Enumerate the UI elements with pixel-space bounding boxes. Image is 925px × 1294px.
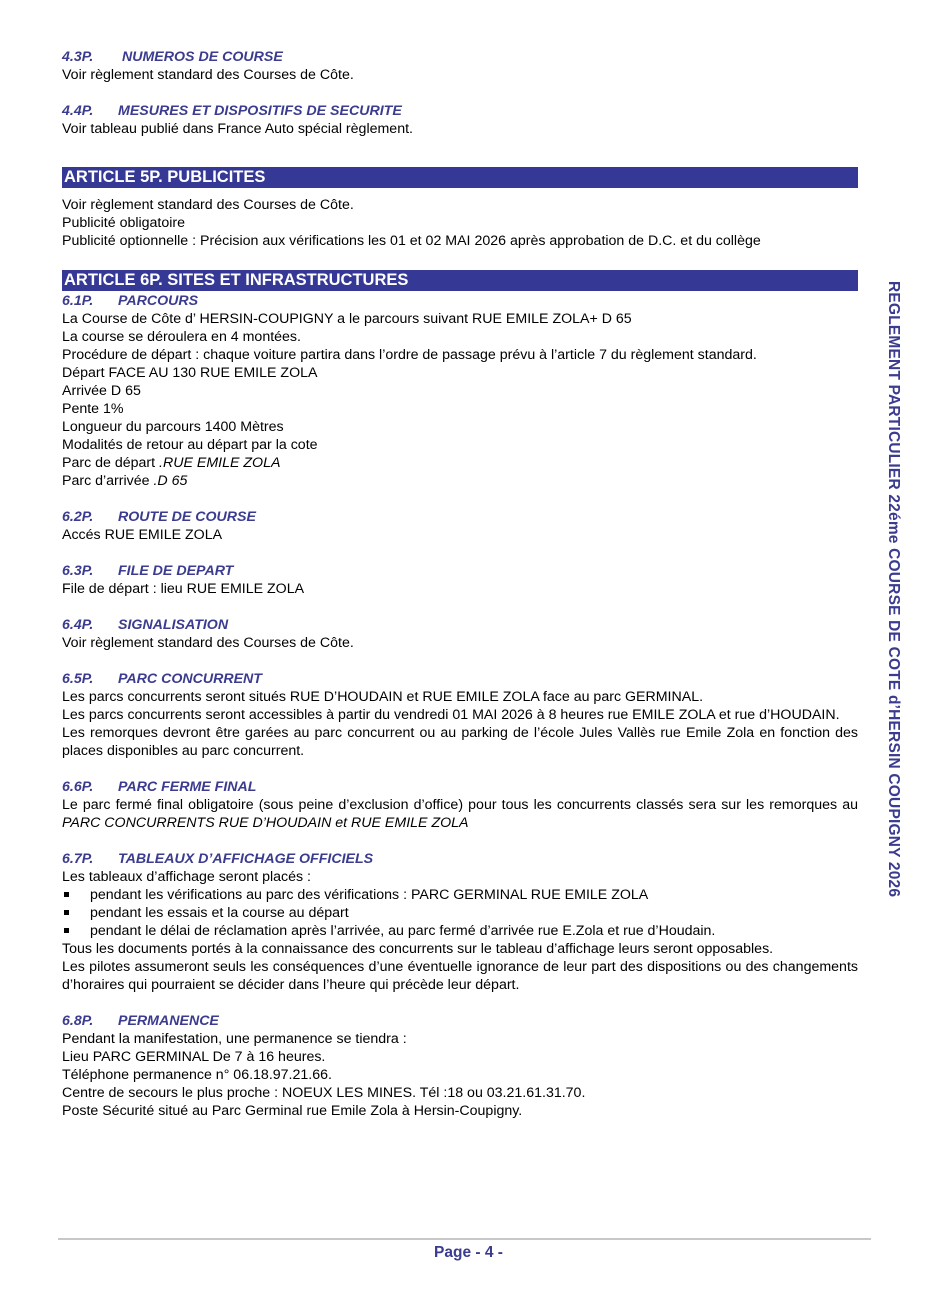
side-title: REGLEMENT PARTICULIER 22éme COURSE DE COTE d’HERSIN COUPIGNY 2026	[885, 281, 902, 898]
section-text: Tous les documents portés à la connaissance des concurrents sur le tableau d’affichage leurs seront opposables.	[62, 941, 774, 957]
section-text: Accés RUE EMILE ZOLA	[62, 527, 223, 543]
section-text: Procédure de départ : chaque voiture partira dans l’ordre de passage prévu à l’article 7 du règlement standard.	[62, 347, 757, 363]
section-text: Le parc fermé final obligatoire (sous peine d’exclusion d’office) pour tous les concurrents classés sera sur les remorques au PARC CONCURRENTS RUE D’HOUDAIN et RUE EMILE ZOLA	[62, 797, 858, 831]
list-item: pendant les essais et la course au départ	[62, 904, 858, 922]
section-heading-4-3: 4.3P. NUMEROS DE COURSE	[62, 49, 283, 65]
section-text: Pente 1%	[62, 401, 124, 417]
section-text: Les parcs concurrents seront situés RUE D’HOUDAIN et RUE EMILE ZOLA face au parc GERMINAL.	[62, 689, 704, 705]
page-number: Page - 4 -	[434, 1244, 503, 1261]
section-text: Voir tableau publié dans France Auto spécial règlement.	[62, 121, 413, 137]
section-text: Lieu PARC GERMINAL De 7 à 16 heures.	[62, 1049, 326, 1065]
section-heading-6-6: 6.6P. PARC FERME FINAL	[62, 779, 257, 795]
article-5-heading: ARTICLE 5P. PUBLICITES	[62, 167, 858, 188]
section-text: Poste Sécurité situé au Parc Germinal rue Emile Zola à Hersin-Coupigny.	[62, 1103, 523, 1119]
section-text: Publicité optionnelle : Précision aux vérifications les 01 et 02 MAI 2026 après approbation de D.C. et du collège	[62, 233, 761, 249]
section-heading-6-1: 6.1P. PARCOURS	[62, 293, 199, 309]
section-text: Voir règlement standard des Courses de Côte.	[62, 67, 354, 83]
section-text: Départ FACE AU 130 RUE EMILE ZOLA	[62, 365, 318, 381]
section-text: Téléphone permanence n° 06.18.97.21.66.	[62, 1067, 332, 1083]
section-heading-6-8: 6.8P. PERMANENCE	[62, 1013, 219, 1029]
section-heading-6-7: 6.7P. TABLEAUX D’AFFICHAGE OFFICIELS	[62, 851, 374, 867]
bullet-list	[62, 886, 858, 940]
footer-divider	[58, 1238, 871, 1240]
section-text: Publicité obligatoire	[62, 215, 186, 231]
section-heading-6-4: 6.4P. SIGNALISATION	[62, 617, 229, 633]
section-text: Longueur du parcours 1400 Mètres	[62, 419, 284, 435]
section-text: File de départ : lieu RUE EMILE ZOLA	[62, 581, 305, 597]
section-text: La course se déroulera en 4 montées.	[62, 329, 301, 345]
section-heading-6-2: 6.2P. ROUTE DE COURSE	[62, 509, 256, 525]
article-6-heading: ARTICLE 6P. SITES ET INFRASTRUCTURES	[62, 270, 858, 291]
parc-arrivee-line: Parc d’arrivée .D 65	[62, 473, 188, 489]
parc-depart-line: Parc de départ .RUE EMILE ZOLA	[62, 455, 281, 471]
section-text: La Course de Côte d’ HERSIN-COUPIGNY a le parcours suivant RUE EMILE ZOLA+ D 65	[62, 311, 632, 327]
section-heading-4-4: 4.4P. MESURES ET DISPOSITIFS DE SECURITE	[62, 103, 402, 119]
section-text: Voir règlement standard des Courses de Côte.	[62, 197, 354, 213]
document-body	[62, 48, 858, 1120]
section-text: Pendant la manifestation, une permanence se tiendra :	[62, 1031, 407, 1047]
list-item: pendant le délai de réclamation après l’arrivée, au parc fermé d’arrivée rue E.Zola et rue d’Houdain.	[62, 922, 858, 940]
section-text: Les pilotes assumeront seuls les conséquences d’une éventuelle ignorance de leur part des dispositions ou des changements d’horaires qui pourraient se décider dans l’heure qui précède leur départ.	[62, 959, 858, 993]
section-text: Les tableaux d’affichage seront placés :	[62, 869, 311, 885]
section-text: Voir règlement standard des Courses de Côte.	[62, 635, 354, 651]
section-text: Les remorques devront être garées au parc concurrent ou au parking de l’école Jules Vallès rue Emile Zola en fonction des places disponibles au parc concurrent.	[62, 725, 858, 759]
section-text: Centre de secours le plus proche : NOEUX LES MINES. Tél :18 ou 03.21.61.31.70.	[62, 1085, 586, 1101]
section-heading-6-3: 6.3P. FILE DE DEPART	[62, 563, 234, 579]
section-text: Les parcs concurrents seront accessibles à partir du vendredi 01 MAI 2026 à 8 heures rue EMILE ZOLA et rue d’HOUDAIN.	[62, 707, 840, 723]
section-heading-6-5: 6.5P. PARC CONCURRENT	[62, 671, 262, 687]
section-text: Arrivée D 65	[62, 383, 141, 399]
section-text: Modalités de retour au départ par la cote	[62, 437, 318, 453]
list-item: pendant les vérifications au parc des vérifications : PARC GERMINAL RUE EMILE ZOLA	[62, 886, 858, 904]
